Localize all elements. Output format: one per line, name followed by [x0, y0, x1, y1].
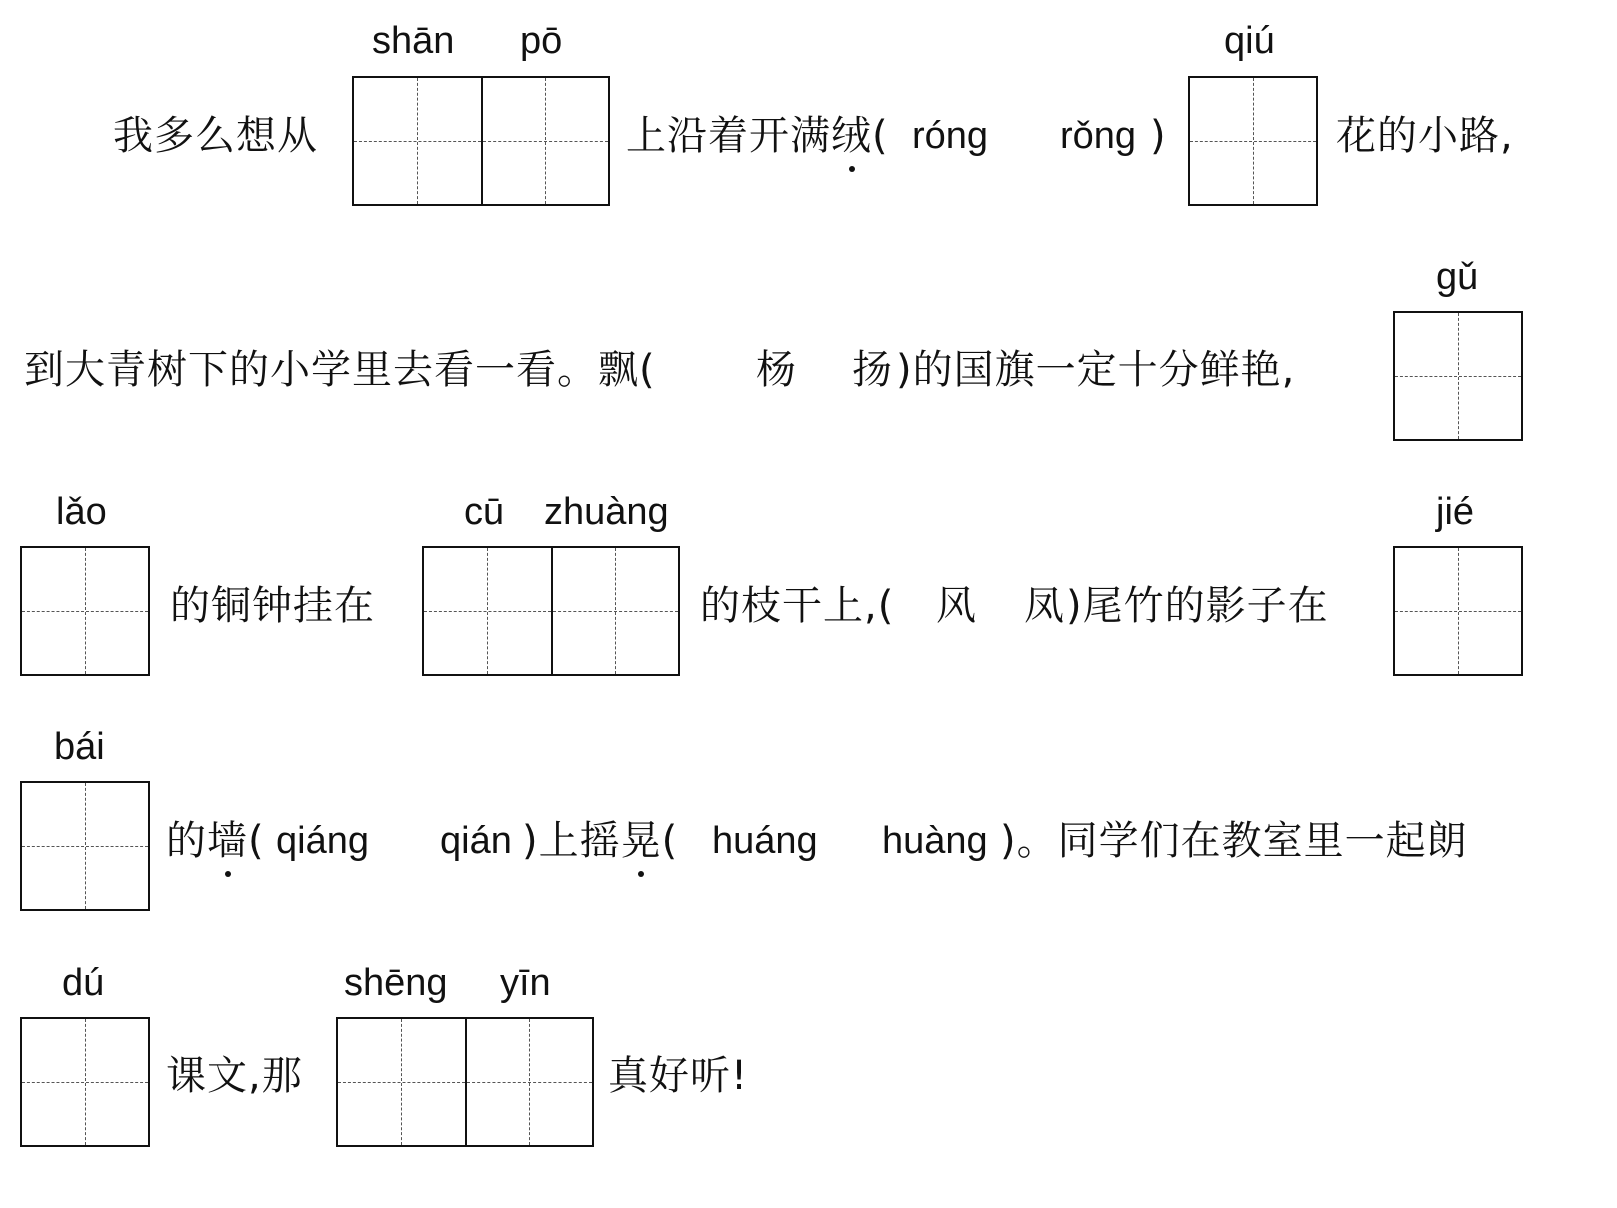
sentence-text: 到大青树下的小学里去看一看。飘( — [24, 347, 656, 393]
sentence-text: )尾竹的影子在 — [1066, 583, 1329, 629]
pinyin-gu: gǔ — [1436, 256, 1479, 298]
answer-box-bai[interactable] — [20, 781, 150, 911]
sentence-text: 的枝干上,( — [700, 583, 895, 629]
pinyin-shan: shān — [372, 20, 455, 62]
pinyin-jie: jié — [1436, 491, 1475, 533]
char-cell[interactable] — [354, 78, 481, 204]
sentence-text: 真好听! — [608, 1053, 749, 1099]
char-cell[interactable] — [465, 1019, 592, 1145]
sentence-text: )上摇晃( — [522, 818, 679, 864]
choice-option[interactable]: 扬 — [852, 347, 893, 393]
answer-box-shengyin[interactable] — [336, 1017, 594, 1147]
paren-close: ) — [1150, 113, 1167, 159]
dotted-char: 晃 — [620, 818, 662, 864]
choice-option[interactable]: 杨 — [756, 347, 797, 393]
choice-option[interactable]: rǒng — [1060, 115, 1137, 157]
char-cell[interactable] — [22, 783, 148, 909]
pinyin-cu: cū — [464, 491, 505, 533]
answer-box-cuzhuang[interactable] — [422, 546, 680, 676]
answer-box-du[interactable] — [20, 1017, 150, 1147]
char-cell[interactable] — [1395, 548, 1521, 674]
char-cell[interactable] — [22, 1019, 148, 1145]
sentence-text: 我多么想从 — [113, 113, 318, 159]
choice-option[interactable]: 风 — [936, 583, 977, 629]
sentence-text: )。同学们在教室里一起朗 — [1000, 818, 1468, 864]
answer-box-jie[interactable] — [1393, 546, 1523, 676]
answer-box-qiu[interactable] — [1188, 76, 1318, 206]
sentence-text: 的墙( — [166, 818, 265, 864]
dotted-char: 绒 — [831, 113, 872, 159]
pinyin-qiu: qiú — [1224, 20, 1275, 62]
pinyin-yin: yīn — [500, 962, 551, 1004]
char-cell[interactable] — [551, 548, 678, 674]
choice-option[interactable]: róng — [912, 115, 989, 157]
answer-box-lao[interactable] — [20, 546, 150, 676]
pinyin-po: pō — [520, 20, 563, 62]
answer-box-gu[interactable] — [1393, 311, 1523, 441]
char-cell[interactable] — [1395, 313, 1521, 439]
pinyin-sheng: shēng — [344, 962, 448, 1004]
char-cell[interactable] — [1190, 78, 1316, 204]
sentence-text: 课文,那 — [166, 1053, 303, 1099]
choice-option[interactable]: qián — [440, 820, 512, 862]
pinyin-lao: lǎo — [56, 491, 107, 533]
pinyin-zhuang: zhuàng — [544, 491, 669, 533]
pinyin-du: dú — [62, 962, 105, 1004]
dotted-char: 墙 — [207, 818, 248, 864]
char-cell[interactable] — [424, 548, 551, 674]
answer-box-shanpo[interactable] — [352, 76, 610, 206]
char-cell[interactable] — [22, 548, 148, 674]
choice-option[interactable]: qiáng — [276, 820, 369, 862]
sentence-text: 上沿着开满绒( — [626, 113, 889, 159]
sentence-text: 花的小路, — [1336, 113, 1514, 159]
choice-option[interactable]: 凤 — [1024, 583, 1065, 629]
choice-option[interactable]: huàng — [882, 820, 988, 862]
pinyin-bai: bái — [54, 726, 105, 768]
choice-option[interactable]: huáng — [712, 820, 818, 862]
sentence-text: )的国旗一定十分鲜艳, — [896, 347, 1296, 393]
char-cell[interactable] — [338, 1019, 465, 1145]
char-cell[interactable] — [481, 78, 608, 204]
sentence-text: 的铜钟挂在 — [170, 583, 375, 629]
